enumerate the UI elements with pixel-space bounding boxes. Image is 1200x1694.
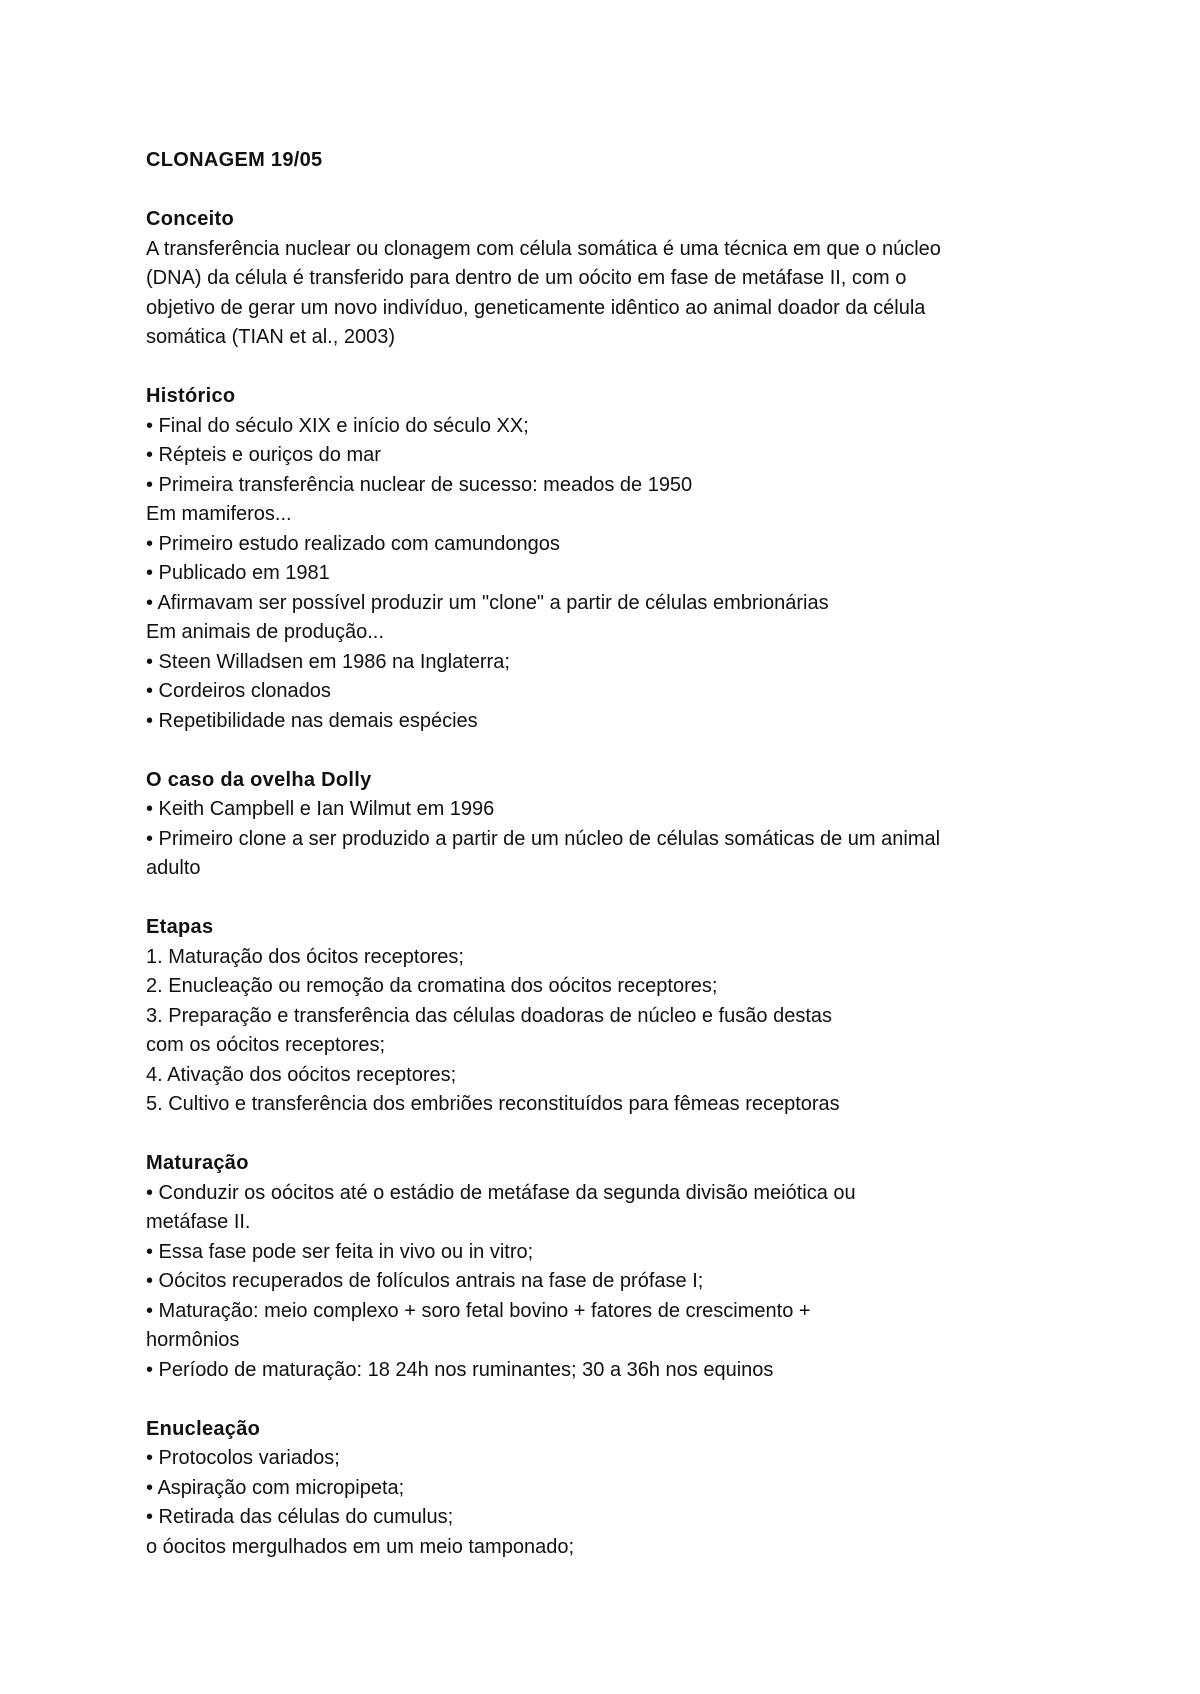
document-content bbox=[146, 146, 1046, 1562]
list-item: • Primeira transferência nuclear de sucesso: meados de 1950 bbox=[146, 473, 693, 496]
text-line: Em mamiferos... bbox=[146, 503, 292, 525]
list-item: • Conduzir os oócitos até o estádio de metáfase da segunda divisão meiótica ou bbox=[146, 1181, 856, 1204]
document-title: CLONAGEM 19/05 bbox=[146, 149, 323, 171]
numbered-item: 5. Cultivo e transferência dos embriões reconstituídos para fêmeas receptoras bbox=[146, 1093, 840, 1115]
spacer bbox=[146, 884, 1046, 914]
text-line: adulto bbox=[146, 857, 201, 879]
list-item: • Keith Campbell e Ian Wilmut em 1996 bbox=[146, 798, 495, 820]
sub-list-item: o óocitos mergulhados em um meio tamponado; bbox=[146, 1535, 575, 1558]
list-item: • Oócitos recuperados de folículos antrais na fase de prófase I; bbox=[146, 1270, 704, 1292]
list-item: • Aspiração com micropipeta; bbox=[146, 1476, 405, 1499]
list-item: • Répteis e ouriços do mar bbox=[146, 444, 381, 466]
spacer bbox=[146, 736, 1046, 766]
section-heading-historico: Histórico bbox=[146, 385, 236, 407]
section-heading-dolly: O caso da ovelha Dolly bbox=[146, 768, 372, 791]
list-item: • Período de maturação: 18 24h nos ruminantes; 30 a 36h nos equinos bbox=[146, 1358, 774, 1381]
numbered-item: 2. Enucleação ou remoção da cromatina dos oócitos receptores; bbox=[146, 975, 718, 997]
section-heading-enucleacao: Enucleação bbox=[146, 1417, 261, 1440]
text-line: objetivo de gerar um novo indivíduo, geneticamente idêntico ao animal doador da célula bbox=[146, 296, 926, 319]
section-heading-etapas: Etapas bbox=[146, 916, 214, 938]
text-line: hormônios bbox=[146, 1329, 240, 1351]
numbered-item: 4. Ativação dos oócitos receptores; bbox=[146, 1063, 457, 1086]
list-item: • Essa fase pode ser feita in vivo ou in vitro; bbox=[146, 1240, 534, 1263]
list-item: • Afirmavam ser possível produzir um "clone" a partir de células embrionárias bbox=[146, 591, 829, 614]
section-heading-conceito: Conceito bbox=[146, 208, 234, 230]
text-line: A transferência nuclear ou clonagem com célula somática é uma técnica em que o núcleo bbox=[146, 237, 941, 260]
list-item: • Steen Willadsen em 1986 na Inglaterra; bbox=[146, 650, 510, 673]
numbered-item: 1. Maturação dos ócitos receptores; bbox=[146, 945, 464, 968]
text-line: Em animais de produção... bbox=[146, 621, 384, 643]
list-item: • Maturação: meio complexo + soro fetal bovino + fatores de crescimento + bbox=[146, 1299, 811, 1322]
spacer bbox=[146, 1385, 1046, 1415]
spacer bbox=[146, 353, 1046, 383]
list-item: • Publicado em 1981 bbox=[146, 562, 330, 584]
list-item: • Repetibilidade nas demais espécies bbox=[146, 709, 478, 732]
spacer bbox=[146, 1120, 1046, 1150]
list-item: • Protocolos variados; bbox=[146, 1447, 340, 1469]
list-item: • Primeiro clone a ser produzido a partir de um núcleo de células somáticas de um animal bbox=[146, 827, 941, 850]
list-item: • Cordeiros clonados bbox=[146, 680, 331, 702]
text-line: somática (TIAN et al., 2003) bbox=[146, 326, 395, 348]
numbered-item: 3. Preparação e transferência das células doadoras de núcleo e fusão destas bbox=[146, 1004, 832, 1027]
list-item: • Primeiro estudo realizado com camundongos bbox=[146, 532, 560, 555]
list-item: • Retirada das células do cumulus; bbox=[146, 1506, 454, 1528]
text-line: com os oócitos receptores; bbox=[146, 1034, 385, 1056]
text-line: metáfase II. bbox=[146, 1211, 251, 1233]
list-item: • Final do século XIX e início do século XX; bbox=[146, 414, 529, 437]
section-heading-maturacao: Maturação bbox=[146, 1152, 249, 1174]
spacer bbox=[146, 176, 1046, 206]
text-line: (DNA) da célula é transferido para dentro de um oócito em fase de metáfase II, com o bbox=[146, 267, 907, 289]
